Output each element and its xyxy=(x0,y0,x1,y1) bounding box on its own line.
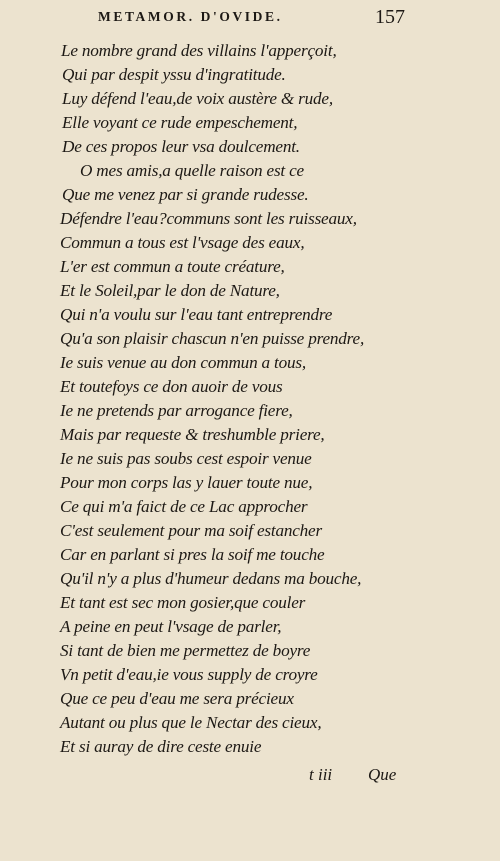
verse-line: Ie ne pretends par arrogance fiere, xyxy=(60,401,293,420)
verse-line: Et tant est sec mon gosier,que couler xyxy=(60,593,306,612)
verse-line: Si tant de bien me permettez de boyre xyxy=(60,641,311,660)
verse-line: Autant ou plus que le Nectar des cieux, xyxy=(60,713,322,732)
verse-line: Ie suis venue au don commun a tous, xyxy=(60,353,306,372)
signature-mark: t iii xyxy=(309,765,333,784)
verse-line: Défendre l'eau?communs sont les ruisseaux, xyxy=(60,209,357,228)
page-number: 157 xyxy=(375,6,405,28)
catchword: Que xyxy=(368,765,397,784)
verse-line: Commun a tous est l'vsage des eaux, xyxy=(60,233,305,252)
verse-line: De ces propos leur vsa doulcement. xyxy=(62,137,300,156)
verse-line: Qu'il n'y a plus d'humeur dedans ma bouche, xyxy=(60,569,362,588)
verse-line: Et toutefoys ce don auoir de vous xyxy=(60,377,283,396)
verse-line: Mais par requeste & treshumble priere, xyxy=(60,425,325,444)
verse-line: Qui n'a voulu sur l'eau tant entreprendre xyxy=(60,305,333,324)
verse-line: Car en parlant si pres la soif me touche xyxy=(60,545,325,564)
verse-line: Et si auray de dire ceste enuie xyxy=(60,737,262,756)
verse-line: A peine en peut l'vsage de parler, xyxy=(60,617,282,636)
verse-line: Que me venez par si grande rudesse. xyxy=(62,185,309,204)
verse-line: Qu'a son plaisir chascun n'en puisse prendre, xyxy=(60,329,365,348)
verse-line: C'est seulement pour ma soif estancher xyxy=(60,521,322,540)
verse-line: Vn petit d'eau,ie vous supply de croyre xyxy=(60,665,318,684)
verse-line: Luy défend l'eau,de voix austère & rude, xyxy=(62,89,333,108)
verse-line: Le nombre grand des villains l'apperçoit, xyxy=(61,41,337,60)
verse-line: O mes amis,a quelle raison est ce xyxy=(80,161,304,180)
verse-line: Et le Soleil,par le don de Nature, xyxy=(60,281,280,300)
verse-line: Ce qui m'a faict de ce Lac approcher xyxy=(60,497,308,516)
verse-line: L'er est commun a toute créature, xyxy=(60,257,285,276)
verse-line: Elle voyant ce rude empeschement, xyxy=(62,113,298,132)
verse-line: Que ce peu d'eau me sera précieux xyxy=(60,689,294,708)
verse-line: Ie ne suis pas soubs cest espoir venue xyxy=(60,449,312,468)
running-head: METAMOR. D'OVIDE. xyxy=(98,9,283,24)
verse-line: Pour mon corps las y lauer toute nue, xyxy=(60,473,313,492)
verse-line: Qui par despit yssu d'ingratitude. xyxy=(62,65,286,84)
